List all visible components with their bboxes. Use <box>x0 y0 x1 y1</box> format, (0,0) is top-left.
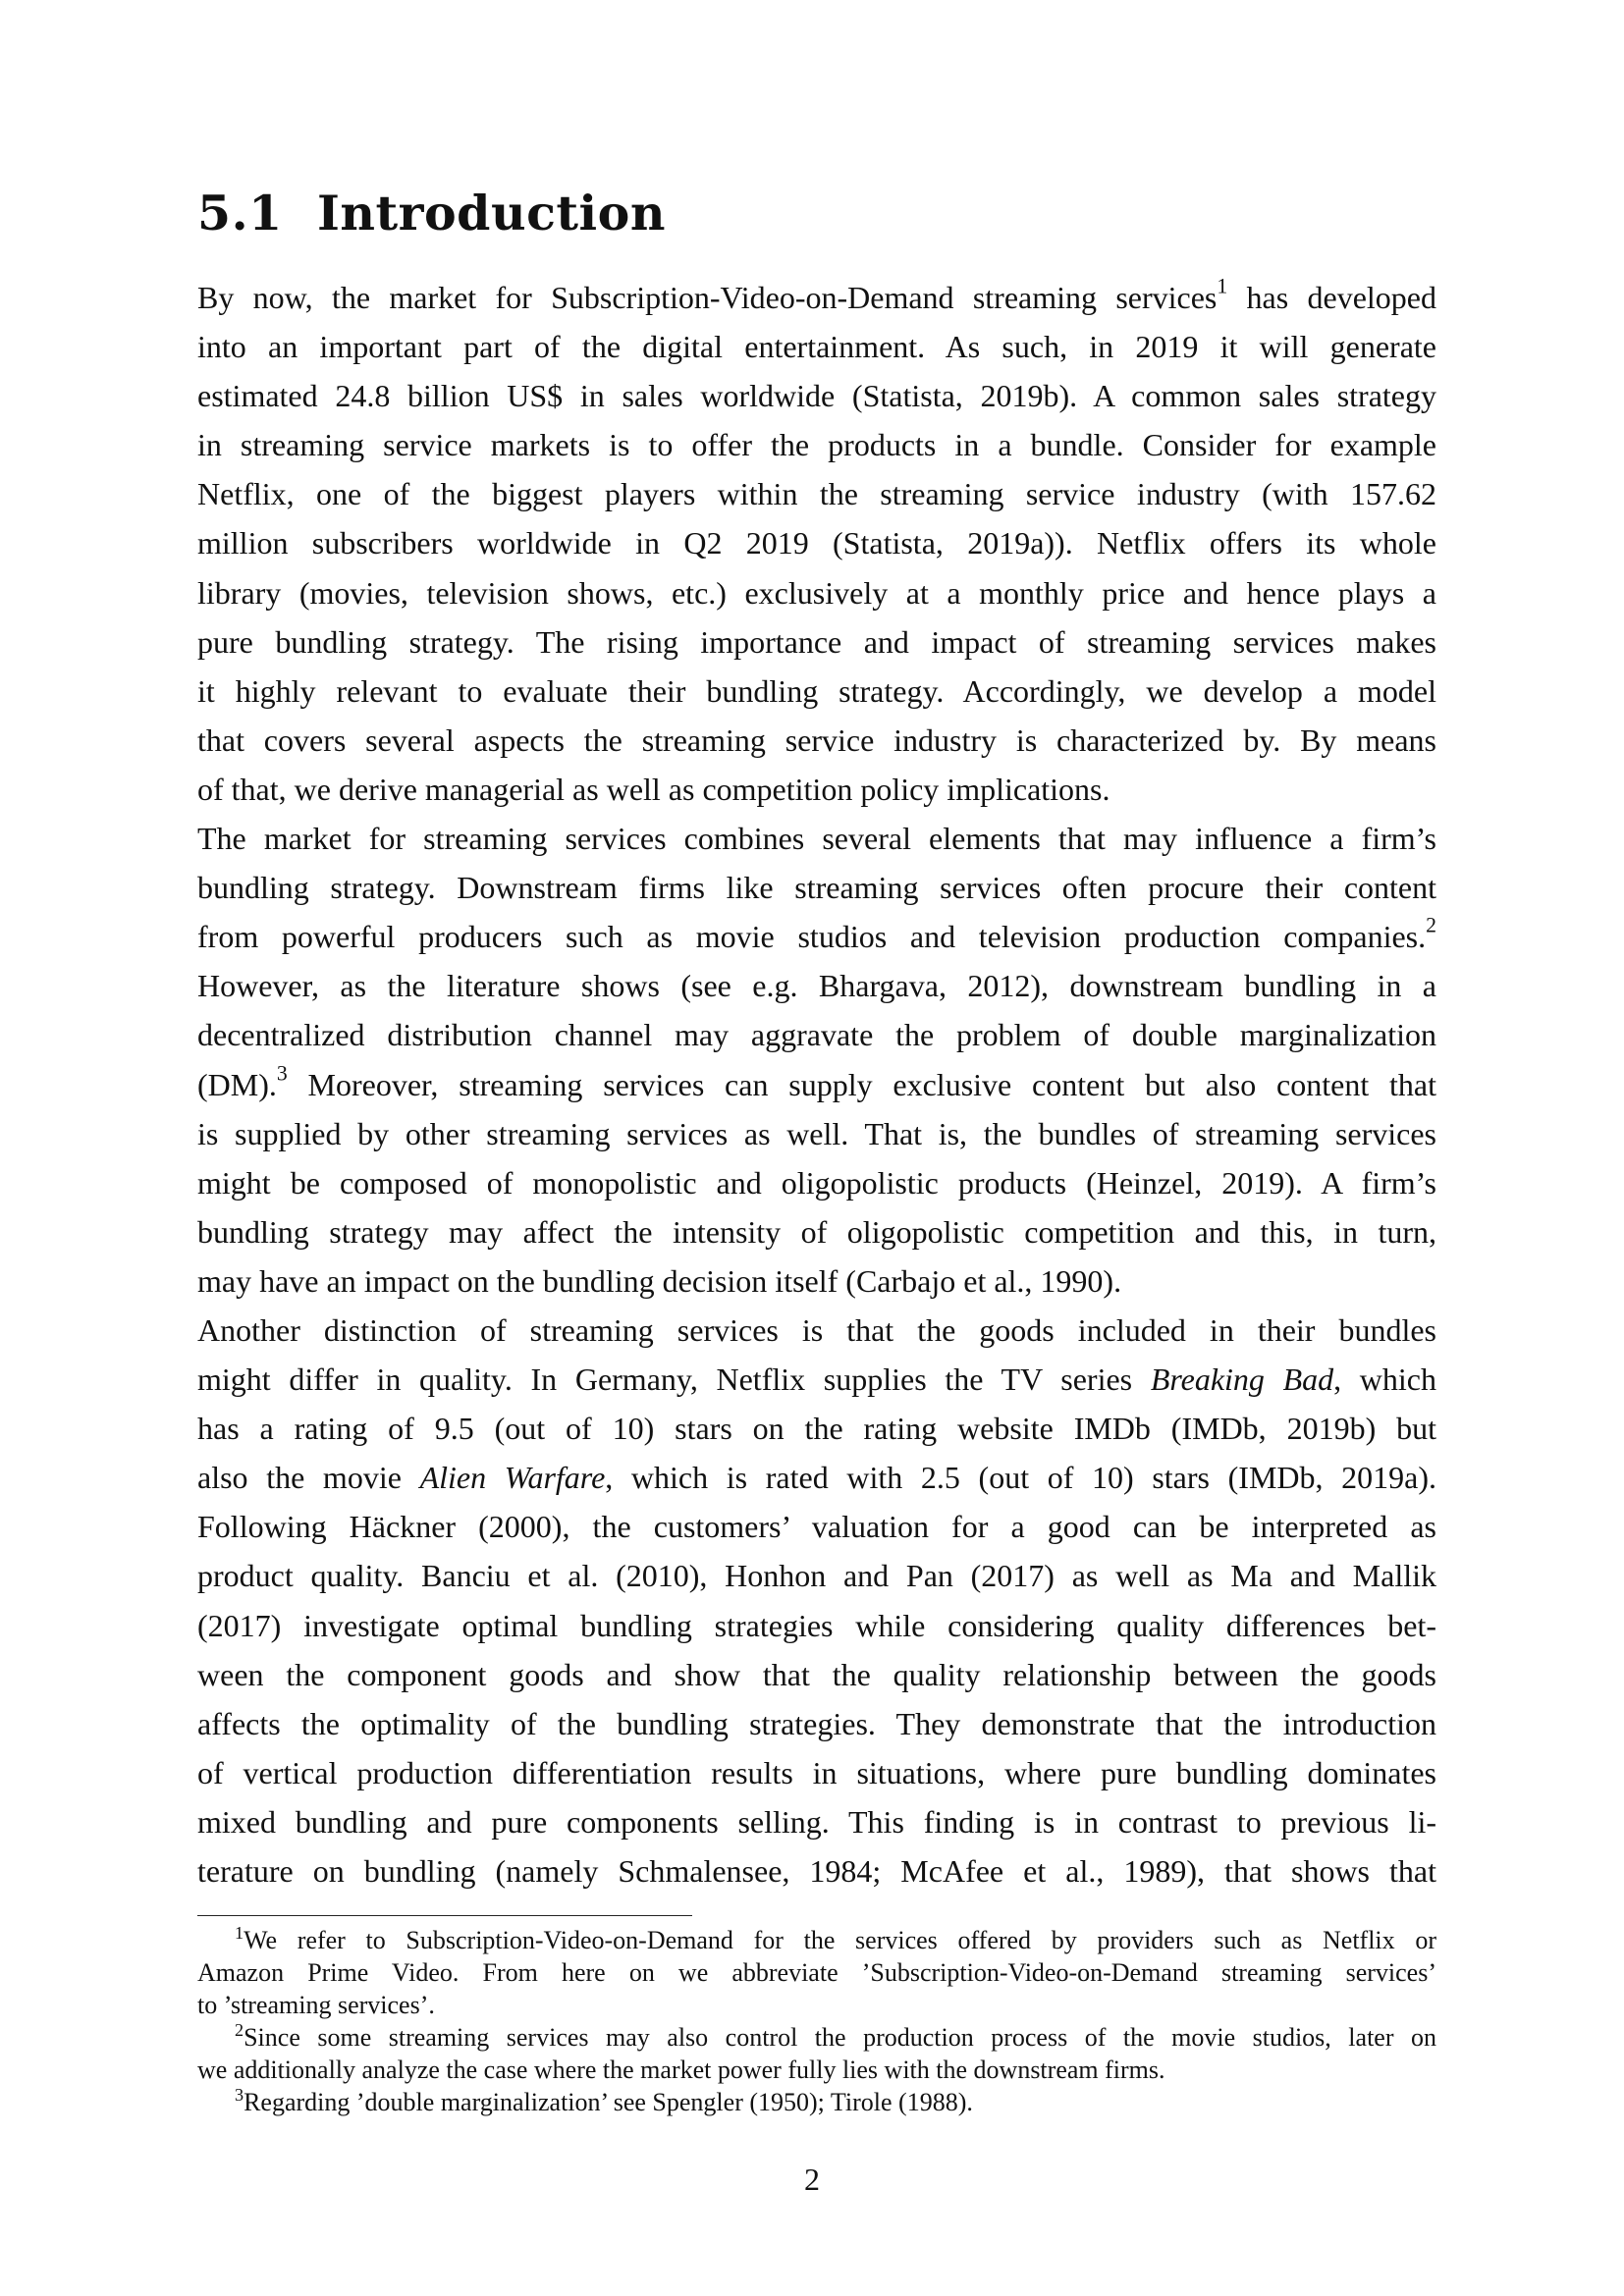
text-line: library (movies, television shows, etc.) exclusively at a monthly price and hence plays a <box>197 574 1436 611</box>
text-line: of vertical production differentiation results in situations, where pure bundling dominates <box>197 1754 1436 1790</box>
text-line: from powerful producers such as movie studios and television production companies.$^2$ <box>197 913 1436 955</box>
footnote-1: $^1$We refer to Subscription-Video-on-Demand for the services offered by providers such as Netflix or <box>235 1923 1436 1954</box>
footnote-ref-2: 2 <box>1426 913 1436 937</box>
text-line: pure bundling strategy. The rising importance and impact of streaming services makes <box>197 623 1436 660</box>
text-line: it highly relevant to evaluate their bundling strategy. Accordingly, we develop a model <box>197 672 1436 709</box>
text-line: terature on bundling (namely Schmalensee, 1984; McAfee et al., 1989), that shows that <box>197 1853 1436 1889</box>
section-heading <box>197 185 666 241</box>
text-line: million subscribers worldwide in Q2 2019 (Statista, 2019a)). Netflix offers its whole <box>197 525 1436 561</box>
text-line: may have an impact on the bundling decision itself (Carbajo et al., 1990). <box>197 1262 1122 1299</box>
text-line: The market for streaming services combines several elements that may influence a firm’s <box>197 821 1436 857</box>
footnote-ref-1: 1 <box>1217 274 1228 298</box>
footnote-ref-3: 3 <box>276 1060 288 1085</box>
text-line: has a rating of 9.5 (out of 10) stars on the rating website IMDb (IMDb, 2019b) but <box>197 1411 1436 1447</box>
text-line: product quality. Banciu et al. (2010), Honhon and Pan (2017) as well as Ma and Mallik <box>197 1558 1436 1594</box>
footnote-line: to ’streaming services’. <box>197 1991 435 2019</box>
text-line: is supplied by other streaming services as well. That is, the bundles of streaming services <box>197 1115 1436 1151</box>
italic-title: Alien Warfare <box>419 1460 606 1496</box>
footnote-2: $^2$Since some streaming services may also control the production process of the movie studios, later on <box>235 2020 1436 2052</box>
text-line: Netflix, one of the biggest players within the streaming service industry (with 157.62 <box>197 476 1436 512</box>
body-text <box>197 273 1436 1896</box>
italic-title: Breaking Bad <box>1150 1362 1334 1398</box>
text-line: mixed bundling and pure components selling. This finding is in contrast to previous li- <box>197 1803 1436 1840</box>
text-line: Following Häckner (2000), the customers’ valuation for a good can be interpreted as <box>197 1509 1436 1545</box>
text-line: that covers several aspects the streaming service industry is characterized by. By means <box>197 721 1436 758</box>
text-line: (DM).$^3$ Moreover, streaming services can supply exclusive content but also content that <box>197 1060 1436 1102</box>
text-line: of that, we derive managerial as well as competition policy implications. <box>197 771 1110 807</box>
text-line: By now, the market for Subscription-Video-on-Demand streaming services$^1$ has developed <box>197 274 1437 315</box>
text-line: in streaming service markets is to offer the products in a bundle. Consider for example <box>197 427 1436 463</box>
footnote-line: Amazon Prime Video. From here on we abbreviate ’Subscription-Video-on-Demand streaming services’ <box>197 1958 1436 1987</box>
footnote-rule <box>197 1915 692 1916</box>
page-number: 2 <box>804 2162 820 2197</box>
text-line: decentralized distribution channel may aggravate the problem of double marginalization <box>197 1017 1436 1053</box>
text-line: into an important part of the digital entertainment. As such, in 2019 it will generate <box>197 329 1436 365</box>
section-number: 5.1 <box>197 185 283 241</box>
text-line: However, as the literature shows (see e.g. Bhargava, 2012), downstream bundling in a <box>197 968 1436 1004</box>
footnote-3: $^3$Regarding ’double marginalization’ see Spengler (1950); Tirole (1988). <box>235 2085 973 2116</box>
footnote-line: we additionally analyze the case where the market power fully lies with the downstream firms. <box>197 2056 1165 2084</box>
text-line: estimated 24.8 billion US$ in sales worldwide (Statista, 2019b). A common sales strategy <box>197 378 1436 414</box>
text-line: (2017) investigate optimal bundling strategies while considering quality differences bet- <box>197 1607 1436 1643</box>
footnotes <box>197 1924 1436 2118</box>
text-line: Another distinction of streaming services is that the goods included in their bundles <box>197 1311 1436 1348</box>
section-title: Introduction <box>317 185 666 241</box>
text-line: also the movie Alien Warfare, which is rated with 2.5 (out of 10) stars (IMDb, 2019a). <box>197 1460 1437 1496</box>
text-line: might differ in quality. In Germany, Netflix supplies the TV series Breaking Bad, which <box>197 1362 1437 1398</box>
text-line: bundling strategy may affect the intensity of oligopolistic competition and this, in turn, <box>197 1213 1436 1250</box>
text-line: might be composed of monopolistic and oligopolistic products (Heinzel, 2019). A firm’s <box>197 1164 1436 1201</box>
text-line: bundling strategy. Downstream firms like streaming services often procure their content <box>197 870 1436 906</box>
text-line: affects the optimality of the bundling strategies. They demonstrate that the introduction <box>197 1705 1436 1741</box>
text-line: ween the component goods and show that the quality relationship between the goods <box>197 1656 1436 1692</box>
